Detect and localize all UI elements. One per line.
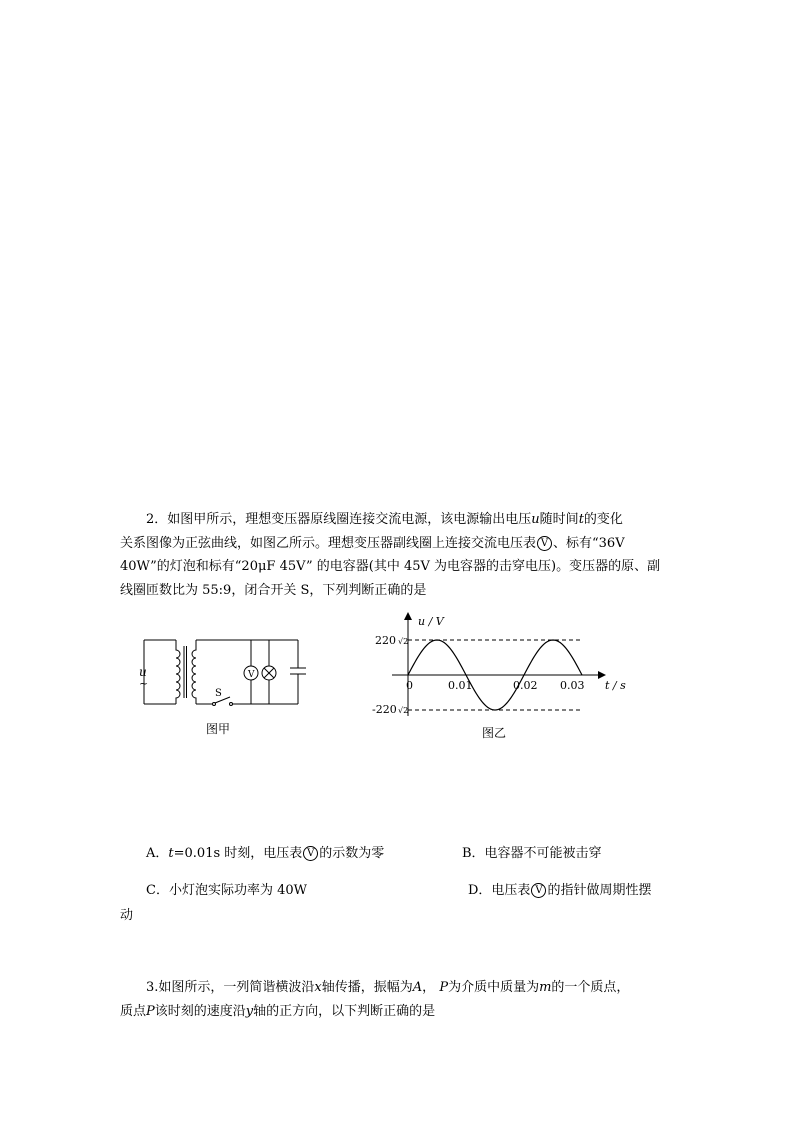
var-u: u: [531, 512, 540, 527]
y-axis-label: u / V: [418, 615, 444, 628]
ac-source-icon: ~: [139, 677, 149, 690]
x-tick-label: 0.03: [560, 679, 585, 692]
voltage-time-graph: [360, 612, 635, 720]
y-bottom-sqrt2: √2: [398, 706, 409, 715]
y-bottom-tick-label: -220: [372, 703, 397, 716]
q3-line-2: 质点P该时刻的速度沿y轴的正方向，以下判断正确的是: [120, 1003, 436, 1019]
q2-text: 、标有“36V: [553, 535, 625, 551]
voltmeter-icon: V: [531, 883, 546, 898]
q2-line-3: 40W”的灯泡和标有“20μF 45V” 的电容器(其中 45V 为电容器的击穿电压)。变压器的原、副: [120, 559, 661, 574]
q2-line-4: 线圈匝数比为 55:9，闭合开关 S，下列判断正确的是: [120, 582, 427, 598]
option-a[interactable]: A．t=0.01s 时刻，电压表 V 的示数为零: [146, 846, 385, 861]
q2-number: 2．: [146, 512, 168, 527]
q2-text: 如图甲所示，理想变压器原线圈连接交流电源，该电源输出电压: [167, 512, 532, 527]
y-top-tick-label: 220: [375, 634, 396, 647]
x-tick-label: 0.01: [448, 679, 473, 692]
voltmeter-icon: V: [537, 536, 552, 551]
q2-line-1: [120, 508, 680, 532]
option-b[interactable]: B．电容器不可能被击穿: [462, 846, 602, 861]
source-u-label: u: [139, 665, 147, 679]
q2-line-2: [120, 532, 680, 556]
y-top-sqrt2: √2: [398, 637, 409, 646]
origin-label: 0: [406, 679, 413, 692]
voltmeter-label: V: [248, 670, 255, 680]
circuit-diagram: [138, 634, 308, 714]
x-axis-label: t / s: [605, 679, 626, 692]
var-t: t: [578, 512, 584, 527]
question-3: [120, 976, 680, 1023]
figure-jia-caption: 图甲: [206, 722, 231, 736]
q3-line-1: 3.如图所示，一列简谐横波沿x轴传播，振幅为A， P为介质中质量为m的一个质点，: [146, 980, 630, 995]
q2-text: 的变化: [583, 512, 623, 527]
question-2: [120, 508, 680, 602]
option-d[interactable]: D．电压表 V 的指针做周期性摆: [468, 883, 652, 898]
option-d-wrap: 动: [120, 908, 134, 923]
x-tick-label: 0.02: [513, 679, 538, 692]
voltmeter-icon: V: [303, 846, 318, 861]
q2-text: 关系图像为正弦曲线，如图乙所示。理想变压器副线圈上连接交流电压表: [120, 535, 537, 551]
option-c[interactable]: C．小灯泡实际功率为 40W: [146, 883, 307, 898]
figure-yi-caption: 图乙: [482, 726, 507, 740]
switch-label: S: [215, 688, 222, 699]
q2-text: 随时间: [539, 512, 579, 527]
